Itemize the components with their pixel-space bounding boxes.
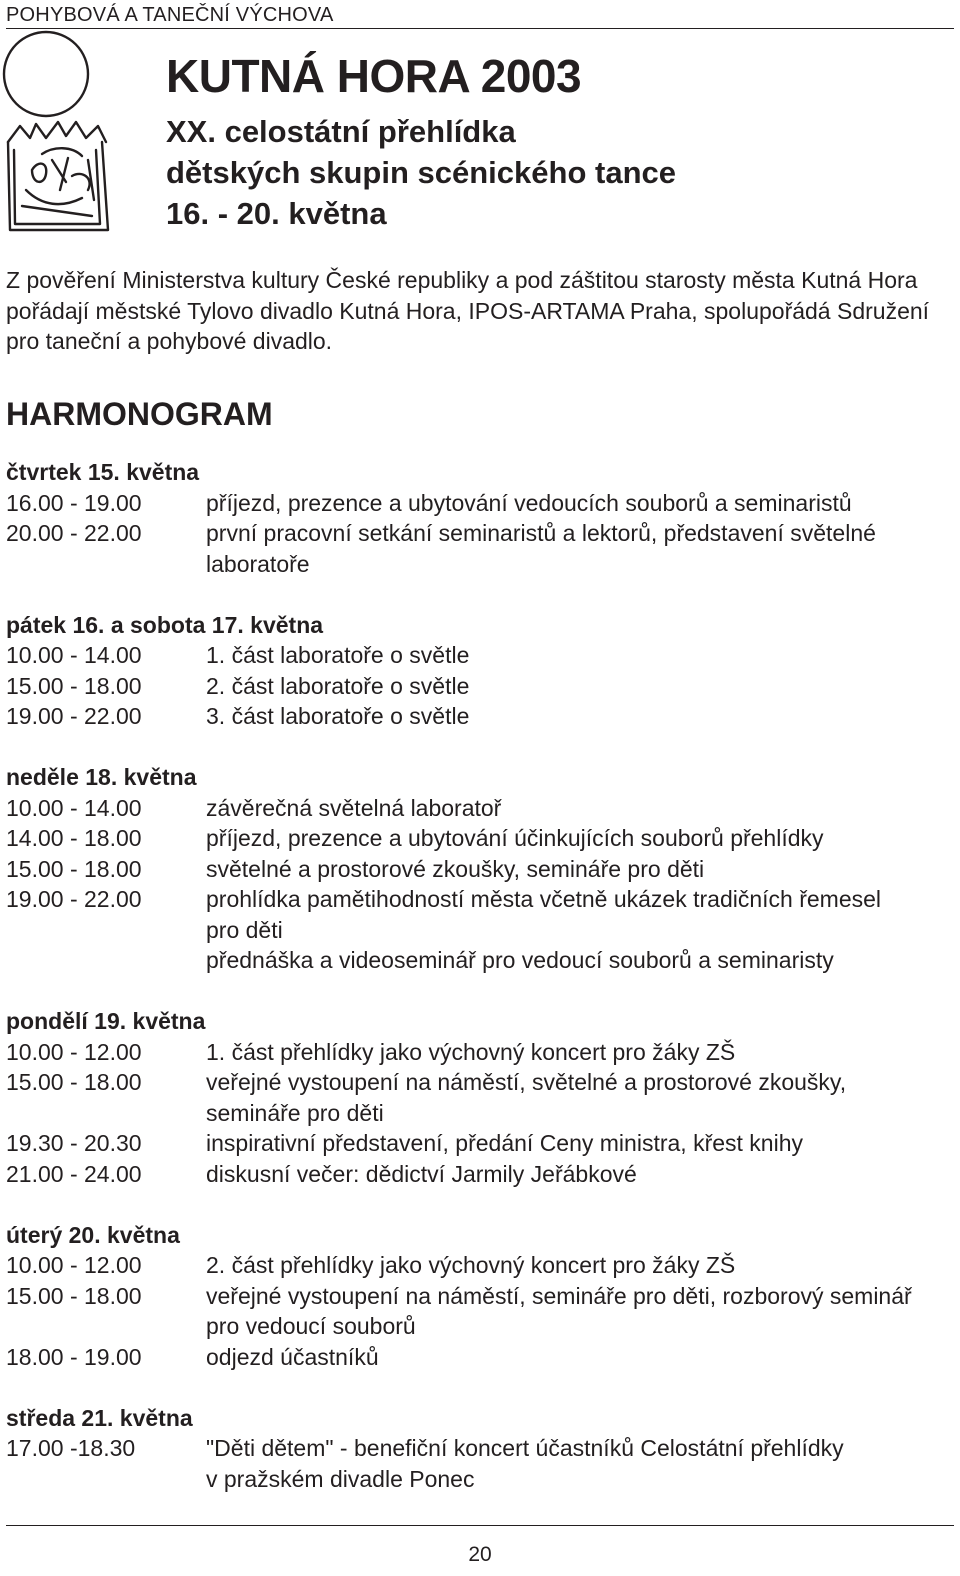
event-time: 15.00 - 18.00 [6,855,142,882]
schedule [6,457,954,1525]
event-time: 21.00 - 24.00 [6,1160,142,1187]
event-description [206,1281,954,1342]
description-line: semináře pro děti [206,1099,384,1126]
description-line: příjezd, prezence a ubytování vedoucích souborů a seminaristů [206,489,852,516]
schedule-row [6,1067,954,1128]
event-description [206,793,954,824]
schedule-row [6,1433,954,1494]
festival-logo-drawing [2,30,114,236]
schedule-row [6,488,954,519]
event-time: 10.00 - 14.00 [6,642,142,668]
event-description [206,488,954,519]
event-description [206,1159,954,1190]
event-description [206,884,954,976]
event-time: 10.00 - 12.00 [6,1252,142,1278]
event-time: 17.00 -18.30 [6,1435,136,1461]
event-time: 15.00 - 18.00 [6,672,142,699]
schedule-row [6,1281,954,1342]
day-block [6,1220,954,1373]
event-description [206,701,954,732]
description-line: v pražském divadle Ponec [206,1465,475,1492]
subtitle-line: dětských skupin scénického tance [166,155,676,190]
description-line: veřejné vystoupení na náměstí, světelné a prostorové zkoušky, [206,1069,847,1095]
description-line: veřejné vystoupení na náměstí, semináře pro děti, rozborový seminář [206,1282,912,1309]
description-line: 2. část přehlídky jako výchovný koncert pro žáky ZŠ [206,1252,736,1278]
description-line: příjezd, prezence a ubytování účinkujících souborů přehlídky [206,825,824,851]
description-line: 2. část laboratoře o světle [206,672,470,699]
subtitle-line: 16. - 20. května [166,196,387,231]
event-description [206,1128,954,1159]
schedule-row [6,1037,954,1068]
event-time: 10.00 - 14.00 [6,794,142,821]
event-time: 19.00 - 22.00 [6,703,142,729]
event-time: 14.00 - 18.00 [6,825,142,851]
day-block [6,457,954,579]
description-line: přednáška a videoseminář pro vedoucí souborů a seminaristy [206,947,834,973]
day-block [6,610,954,732]
description-line: odjezd účastníků [206,1343,379,1370]
event-time: 19.00 - 22.00 [6,886,142,912]
schedule-row [6,1128,954,1159]
description-line: 3. část laboratoře o světle [206,703,470,729]
event-time: 16.00 - 19.00 [6,489,142,516]
description-line: diskusní večer: dědictví Jarmily Jeřábkové [206,1160,637,1187]
description-line: světelné a prostorové zkoušky, semináře pro děti [206,855,705,882]
description-line: pro děti [206,916,283,943]
event-description [206,640,954,671]
schedule-row [6,1342,954,1373]
schedule-row [6,640,954,671]
subtitle-line: XX. celostátní přehlídka [166,114,516,149]
day-block [6,1006,954,1189]
page-title: KUTNÁ HORA 2003 [166,50,582,102]
event-time: 20.00 - 22.00 [6,520,142,546]
description-line: inspirativní představení, předání Ceny ministra, křest knihy [206,1130,803,1156]
day-title: středa 21. května [6,1404,193,1431]
day-title: pondělí 19. května [6,1008,206,1034]
schedule-row [6,793,954,824]
day-title: úterý 20. května [6,1221,180,1248]
day-title: pátek 16. a sobota 17. května [6,611,324,638]
description-line: prohlídka pamětihodností města včetně ukázek tradičních řemesel [206,886,882,912]
description-line: závěrečná světelná laboratoř [206,794,502,821]
schedule-row [6,518,954,579]
event-description [206,823,954,854]
schedule-row [6,884,954,976]
schedule-row [6,671,954,702]
event-description [206,1037,954,1068]
section-heading: HARMONOGRAM [6,396,273,432]
description-line: "Děti dětem" - benefiční koncert účastníků Celostátní přehlídky [206,1435,844,1461]
event-time: 15.00 - 18.00 [6,1069,142,1095]
event-time: 10.00 - 12.00 [6,1038,142,1065]
subtitle [166,111,676,234]
event-description [206,671,954,702]
schedule-row [6,854,954,885]
top-rule [6,28,954,29]
event-description [206,1067,954,1128]
description-line: pro vedoucí souborů [206,1313,416,1339]
schedule-row [6,701,954,732]
event-description [206,1342,954,1373]
schedule-row [6,823,954,854]
intro-paragraph: Z pověření Ministerstva kultury České republiky a pod záštitou starosty města Kutná Hora pořádají městské Tylovo divadlo Kutná Hora, IPOS-ARTAMA Praha, spolupořádá Sdružení pro taneční a pohybové divadlo. [6,267,930,354]
event-time: 18.00 - 19.00 [6,1343,142,1370]
event-description [206,854,954,885]
schedule-row [6,1250,954,1281]
schedule-row [6,1159,954,1190]
event-description [206,1433,954,1494]
day-block [6,762,954,976]
description-line: laboratoře [206,550,310,577]
description-line: 1. část přehlídky jako výchovný koncert pro žáky ZŠ [206,1038,736,1065]
event-time: 15.00 - 18.00 [6,1282,142,1309]
bottom-rule [6,1525,954,1526]
event-time: 19.30 - 20.30 [6,1130,142,1156]
event-description [206,1250,954,1281]
day-title: čtvrtek 15. května [6,459,200,485]
running-head: POHYBOVÁ A TANEČNÍ VÝCHOVA [6,4,334,26]
description-line: první pracovní setkání seminaristů a lektorů, představení světelné [206,520,876,546]
event-description [206,518,954,579]
day-title: neděle 18. května [6,764,197,790]
day-block [6,1403,954,1495]
page-number: 20 [468,1543,492,1566]
description-line: 1. část laboratoře o světle [206,642,470,668]
